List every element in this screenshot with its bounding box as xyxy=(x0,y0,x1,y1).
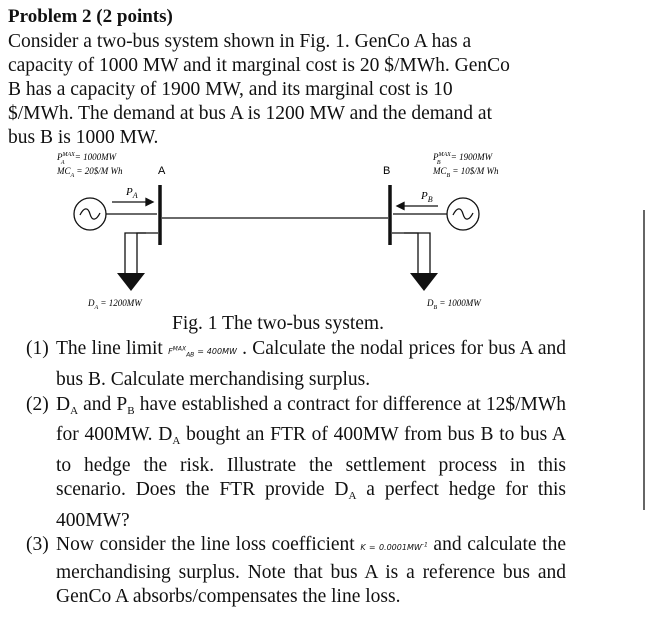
genA-marginal-cost-label: $MC_A$ = 20$/M Wh xyxy=(57,166,123,179)
load-b-arrowhead xyxy=(410,273,438,291)
loss-coefficient-formula: $K = 0.0001MW^{-1}$ xyxy=(360,541,428,553)
question-text: $D_A$ and $P_B$ have established a contract for difference at 12$/MWh for 400MW. $D_A$ bought an FTR of 400MW from bus B to bus A to hedge the risk. Illustrate the settlement process in this scenario. Does the FTR provide $D_A$ a perfect hedge for this 400MW? xyxy=(56,393,567,531)
bus-a-label: A xyxy=(158,165,166,177)
two-bus-diagram xyxy=(0,145,649,315)
figure-caption: Fig. 1 The two-bus system. xyxy=(172,313,384,334)
problem-statement xyxy=(8,30,598,150)
question-1 xyxy=(26,337,566,393)
intro-line: capacity of 1000 MW and it marginal cost is 20 $/MWh. GenCo xyxy=(8,55,510,76)
pa-label: $P_A$ xyxy=(126,186,138,200)
bus-b-label: B xyxy=(383,165,391,177)
load-b-arrow xyxy=(392,233,430,273)
demand-b-label: $D_B = 1000MW$ xyxy=(427,298,481,311)
question-number: (1) xyxy=(26,338,49,359)
question-text: The line limit $F^{MAX}_{AB} = 400MW$ . Calculate the nodal prices for bus A and bus B. Calculate merchandising surplus. xyxy=(56,338,567,391)
load-a-arrowhead xyxy=(117,273,145,291)
pb-label: $P_B$ xyxy=(421,190,433,204)
intro-line: B has a capacity of 1900 MW, and its marginal cost is 10 xyxy=(8,79,453,100)
intro-line: $/MWh. The demand at bus A is 1200 MW and the demand at xyxy=(8,103,492,124)
intro-line: Consider a two-bus system shown in Fig. 1. GenCo A has a xyxy=(8,31,472,52)
generator-a-symbol xyxy=(74,198,106,230)
question-3 xyxy=(26,533,566,610)
scrollbar-edge xyxy=(643,210,645,510)
generator-b-symbol xyxy=(447,198,479,230)
demand-a-label: $D_A = 1200MW$ xyxy=(88,298,142,311)
question-number: (3) xyxy=(26,534,49,556)
problem-title: Problem 2 (2 points) xyxy=(8,6,173,27)
line-limit-formula: $F^{MAX}_{AB} = 400MW$ xyxy=(168,345,237,359)
genB-capacity-label: $P^{MAX}$ B = 1900MW xyxy=(433,152,493,166)
question-2 xyxy=(26,393,566,534)
genA-capacity-label: $P^{MAX}$ A = 1000MW xyxy=(57,152,117,166)
load-a-arrow xyxy=(125,233,158,273)
question-list xyxy=(26,337,566,610)
question-number: (2) xyxy=(26,393,49,415)
question-text: Now consider the line loss coefficient $K = 0.0001MW^{-1}$ and calculate the merchandising surplus. Note that bus A is a reference bus and GenCo A absorbs/compensates the line loss. xyxy=(56,534,566,608)
intro-line: bus B is 1000 MW. xyxy=(8,127,159,148)
genB-marginal-cost-label: $MC_B$ = 10$/M Wh xyxy=(433,166,499,179)
